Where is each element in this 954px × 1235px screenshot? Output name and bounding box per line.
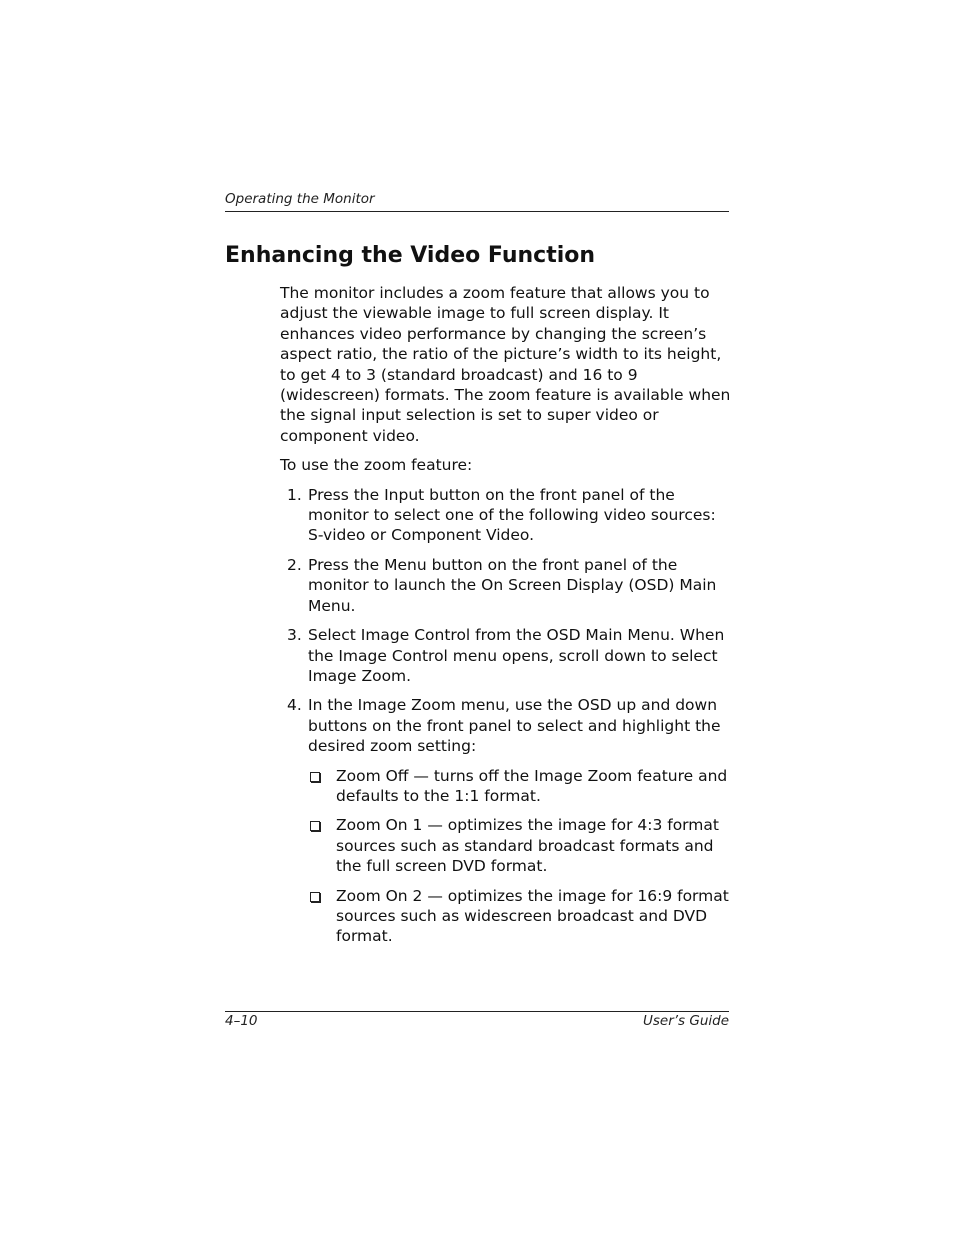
page-title: Enhancing the Video Function xyxy=(225,243,596,268)
step-number: 3. xyxy=(287,626,302,645)
body-content xyxy=(280,283,732,956)
list-item-zoom-off xyxy=(308,766,732,807)
page-number: 4–10 xyxy=(225,1013,258,1029)
option-text: Zoom On 2 — optimizes the image for 16:9 format sources such as widescreen broadcast and DVD format. xyxy=(336,886,729,946)
steps-list xyxy=(280,485,732,947)
running-header: Operating the Monitor xyxy=(225,191,375,207)
step-text: In the Image Zoom menu, use the OSD up and down buttons on the front panel to select and highlight the desired zoom setting: xyxy=(308,696,721,756)
step-text: Select Image Control from the OSD Main Menu. When the Image Control menu opens, scroll down to select Image Zoom. xyxy=(308,626,725,685)
checkbox-bullet-icon xyxy=(310,821,320,831)
checkbox-bullet-icon xyxy=(310,772,320,782)
footer-rule xyxy=(225,1011,729,1012)
step-number: 2. xyxy=(287,555,302,574)
lead-paragraph: To use the zoom feature: xyxy=(280,456,473,475)
step-number: 1. xyxy=(287,485,302,504)
intro-paragraph: The monitor includes a zoom feature that allows you to adjust the viewable image to full screen display. It enhances video performance by changing the screen’s aspect ratio, the ratio of the picture’s width to its height, to get 4 to 3 (standard broadcast) and 16 to 9 (widescreen) formats. The zoom feature is available when the signal input selection is set to super video or component video. xyxy=(280,284,731,445)
header-rule xyxy=(225,211,729,212)
list-item-step-4 xyxy=(280,695,732,946)
step-text: Press the Input button on the front panel of the monitor to select one of the following video sources: S-video or Component Video. xyxy=(308,485,716,545)
step-number: 4. xyxy=(287,696,302,715)
list-item-zoom-on-1 xyxy=(308,815,732,876)
list-item-step-1 xyxy=(280,485,732,546)
list-item-step-2 xyxy=(280,555,732,616)
option-text: Zoom Off — turns off the Image Zoom feature and defaults to the 1:1 format. xyxy=(336,766,728,805)
list-item-zoom-on-2 xyxy=(308,886,732,947)
zoom-options-list xyxy=(308,766,732,947)
checkbox-bullet-icon xyxy=(310,892,320,902)
step-text: Press the Menu button on the front panel of the monitor to launch the On Screen Display (OSD) Main Menu. xyxy=(308,555,717,615)
list-item-step-3 xyxy=(280,625,732,686)
option-text: Zoom On 1 — optimizes the image for 4:3 format sources such as standard broadcast formats and the full screen DVD format. xyxy=(336,816,719,876)
guide-title: User’s Guide xyxy=(642,1013,729,1029)
